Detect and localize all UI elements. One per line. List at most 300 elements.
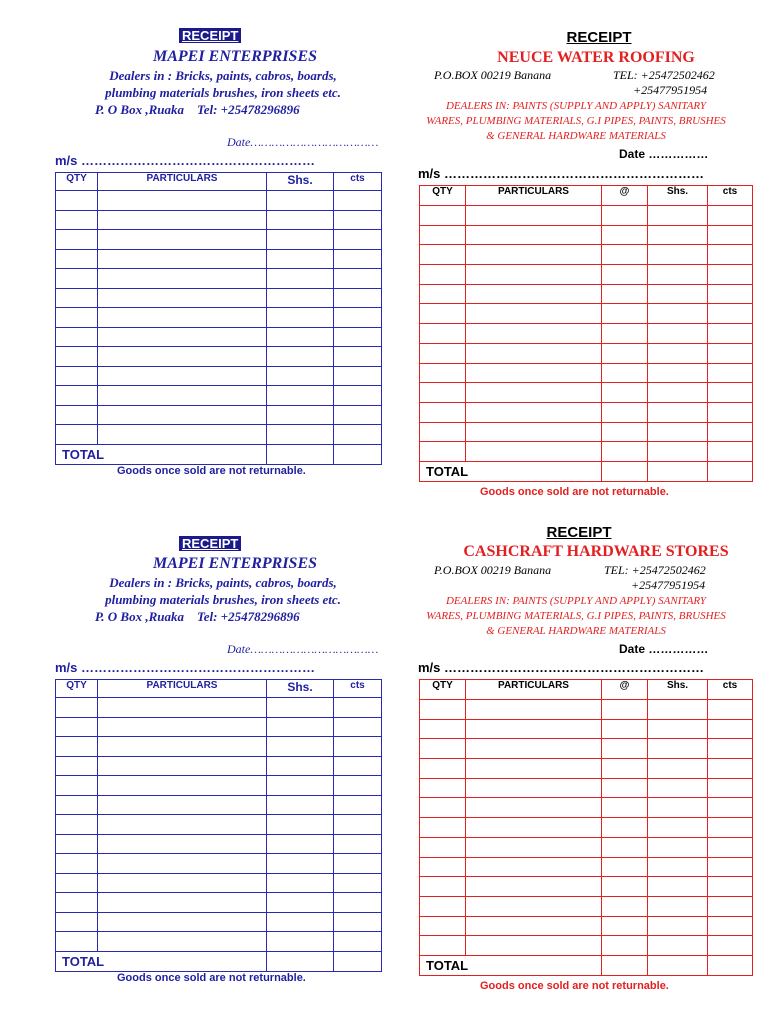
entry-cell[interactable]	[56, 834, 98, 854]
entry-cell[interactable]	[648, 700, 708, 720]
entry-cell[interactable]	[648, 936, 708, 956]
col-qty: QTY	[56, 680, 98, 698]
entry-cell[interactable]	[708, 739, 753, 759]
entry-cell[interactable]	[648, 837, 708, 857]
entry-cell[interactable]	[708, 225, 753, 245]
entry-cell[interactable]	[466, 363, 602, 383]
entry-cell[interactable]	[267, 425, 334, 445]
entry-cell[interactable]	[708, 837, 753, 857]
entry-cell[interactable]	[466, 778, 602, 798]
total-cts[interactable]	[334, 951, 382, 971]
entry-cell[interactable]	[56, 230, 98, 250]
entry-cell[interactable]	[267, 269, 334, 289]
table-row	[56, 327, 382, 347]
entry-cell[interactable]	[602, 936, 648, 956]
entry-cell[interactable]	[602, 739, 648, 759]
entry-cell[interactable]	[98, 834, 267, 854]
entry-cell[interactable]	[56, 815, 98, 835]
entry-cell[interactable]	[420, 402, 466, 422]
ms-field[interactable]: m/s ………………………………………………	[55, 660, 316, 675]
entry-cell[interactable]	[98, 815, 267, 835]
entry-cell[interactable]	[708, 442, 753, 462]
table-row	[56, 269, 382, 289]
table-row	[56, 249, 382, 269]
table-row	[420, 798, 753, 818]
entry-cell[interactable]	[648, 343, 708, 363]
entry-cell[interactable]	[466, 402, 602, 422]
entry-cell[interactable]	[98, 269, 267, 289]
entry-cell[interactable]	[56, 386, 98, 406]
ms-field[interactable]: m/s ……………………………………………………	[418, 166, 705, 181]
entry-cell[interactable]	[267, 308, 334, 328]
entry-cell[interactable]	[98, 405, 267, 425]
entry-cell[interactable]	[708, 324, 753, 344]
receipt-badge: RECEIPT	[179, 536, 241, 551]
entry-cell[interactable]	[56, 425, 98, 445]
entry-cell[interactable]	[648, 719, 708, 739]
entry-cell[interactable]	[466, 442, 602, 462]
entry-cell[interactable]	[334, 932, 382, 952]
entry-cell[interactable]	[56, 776, 98, 796]
entry-cell[interactable]	[602, 304, 648, 324]
entry-cell[interactable]	[98, 756, 267, 776]
entry-cell[interactable]	[420, 363, 466, 383]
ms-field[interactable]: m/s ………………………………………………	[55, 153, 316, 168]
entry-cell[interactable]	[267, 737, 334, 757]
entry-cell[interactable]	[466, 857, 602, 877]
entry-cell[interactable]	[466, 225, 602, 245]
entry-cell[interactable]	[648, 265, 708, 285]
entry-cell[interactable]	[420, 877, 466, 897]
entry-cell[interactable]	[420, 936, 466, 956]
col-shs: Shs.	[267, 680, 334, 698]
date-field[interactable]: Date ……………	[619, 147, 709, 161]
entry-cell[interactable]	[56, 405, 98, 425]
entry-cell[interactable]	[420, 759, 466, 779]
entry-cell[interactable]	[420, 798, 466, 818]
entry-cell[interactable]	[708, 206, 753, 226]
table-row	[420, 245, 753, 265]
entry-cell[interactable]	[334, 288, 382, 308]
entry-cell[interactable]	[466, 798, 602, 818]
entry-cell[interactable]	[708, 343, 753, 363]
table-row	[56, 854, 382, 874]
entry-cell[interactable]	[98, 776, 267, 796]
entry-cell[interactable]	[334, 269, 382, 289]
table-row	[56, 366, 382, 386]
table-row	[56, 756, 382, 776]
entry-cell[interactable]	[334, 893, 382, 913]
entry-cell[interactable]	[56, 737, 98, 757]
entry-cell[interactable]	[602, 206, 648, 226]
entry-cell[interactable]	[466, 700, 602, 720]
col-particulars: PARTICULARS	[466, 186, 602, 206]
entry-cell[interactable]	[420, 265, 466, 285]
entry-cell[interactable]	[602, 798, 648, 818]
entry-cell[interactable]	[602, 245, 648, 265]
entry-cell[interactable]	[267, 210, 334, 230]
entry-cell[interactable]	[602, 837, 648, 857]
entry-cell[interactable]	[420, 206, 466, 226]
entry-cell[interactable]	[648, 383, 708, 403]
total-cts[interactable]	[708, 955, 753, 975]
entry-cell[interactable]	[334, 776, 382, 796]
entry-cell[interactable]	[708, 936, 753, 956]
entry-cell[interactable]	[56, 210, 98, 230]
entry-cell[interactable]	[420, 837, 466, 857]
entry-cell[interactable]	[648, 442, 708, 462]
table-row	[420, 700, 753, 720]
entry-cell[interactable]	[602, 778, 648, 798]
entry-cell[interactable]	[56, 756, 98, 776]
entry-cell[interactable]	[420, 442, 466, 462]
pobox: P.O.BOX 00219 Banana	[434, 563, 552, 577]
entry-cell[interactable]	[98, 737, 267, 757]
entry-cell[interactable]	[648, 284, 708, 304]
entry-cell[interactable]	[334, 386, 382, 406]
entry-cell[interactable]	[334, 698, 382, 718]
entry-cell[interactable]	[708, 719, 753, 739]
entry-cell[interactable]	[602, 759, 648, 779]
tel-line: TEL: +25472502462	[604, 563, 706, 577]
total-at[interactable]	[602, 461, 648, 481]
entry-cell[interactable]	[708, 363, 753, 383]
entry-cell[interactable]	[56, 932, 98, 952]
entry-cell[interactable]	[334, 815, 382, 835]
entry-cell[interactable]	[267, 854, 334, 874]
entry-cell[interactable]	[648, 896, 708, 916]
entry-cell[interactable]	[648, 363, 708, 383]
entry-cell[interactable]	[420, 778, 466, 798]
entry-cell[interactable]	[334, 191, 382, 211]
entry-cell[interactable]	[98, 308, 267, 328]
total-shs[interactable]	[648, 461, 708, 481]
entry-cell[interactable]	[648, 818, 708, 838]
entry-cell[interactable]	[98, 386, 267, 406]
total-at[interactable]	[602, 955, 648, 975]
entry-cell[interactable]	[648, 759, 708, 779]
entry-cell[interactable]	[334, 210, 382, 230]
entry-cell[interactable]	[334, 854, 382, 874]
total-shs[interactable]	[267, 951, 334, 971]
entry-cell[interactable]	[602, 383, 648, 403]
entry-cell[interactable]	[334, 405, 382, 425]
entry-cell[interactable]	[648, 778, 708, 798]
table-row	[420, 778, 753, 798]
entry-cell[interactable]	[56, 308, 98, 328]
entry-cell[interactable]	[648, 877, 708, 897]
entry-cell[interactable]	[708, 896, 753, 916]
col-cts: cts	[334, 173, 382, 191]
entry-cell[interactable]	[267, 932, 334, 952]
table-row	[56, 347, 382, 367]
entry-cell[interactable]	[466, 916, 602, 936]
entry-cell[interactable]	[267, 230, 334, 250]
entry-cell[interactable]	[466, 759, 602, 779]
entry-cell[interactable]	[267, 327, 334, 347]
entry-cell[interactable]	[466, 877, 602, 897]
col-particulars: PARTICULARS	[98, 680, 267, 698]
entry-cell[interactable]	[98, 347, 267, 367]
entry-cell[interactable]	[602, 324, 648, 344]
entry-cell[interactable]	[420, 700, 466, 720]
entry-cell[interactable]	[98, 873, 267, 893]
table-row	[420, 837, 753, 857]
entry-cell[interactable]	[267, 347, 334, 367]
entry-cell[interactable]	[602, 857, 648, 877]
entry-cell[interactable]	[267, 386, 334, 406]
entry-cell[interactable]	[648, 798, 708, 818]
receipt-mapei-bottom	[0, 507, 384, 1017]
entry-cell[interactable]	[267, 698, 334, 718]
entry-cell[interactable]	[98, 912, 267, 932]
tel-line-2: +25477951954	[631, 578, 706, 592]
entry-cell[interactable]	[267, 366, 334, 386]
entry-cell[interactable]	[602, 442, 648, 462]
entry-cell[interactable]	[56, 191, 98, 211]
entry-cell[interactable]	[56, 854, 98, 874]
entry-cell[interactable]	[98, 230, 267, 250]
entry-cell[interactable]	[334, 795, 382, 815]
entry-cell[interactable]	[98, 249, 267, 269]
entry-cell[interactable]	[56, 717, 98, 737]
total-cts[interactable]	[334, 444, 382, 464]
entry-cell[interactable]	[334, 737, 382, 757]
entry-cell[interactable]	[466, 245, 602, 265]
entry-cell[interactable]	[602, 343, 648, 363]
entry-cell[interactable]	[420, 383, 466, 403]
entry-cell[interactable]	[466, 818, 602, 838]
entry-cell[interactable]	[648, 739, 708, 759]
date-field[interactable]: Date………………………………	[227, 135, 379, 149]
dealers-line-1: DEALERS IN: PAINTS (SUPPLY AND APPLY) SANITARY	[445, 100, 707, 112]
entry-cell[interactable]	[334, 249, 382, 269]
entry-cell[interactable]	[708, 245, 753, 265]
entry-cell[interactable]	[466, 304, 602, 324]
entry-cell[interactable]	[708, 877, 753, 897]
entry-cell[interactable]	[334, 717, 382, 737]
entry-cell[interactable]	[708, 284, 753, 304]
entry-cell[interactable]	[334, 756, 382, 776]
entry-cell[interactable]	[56, 269, 98, 289]
entry-cell[interactable]	[708, 916, 753, 936]
col-shs: Shs.	[648, 186, 708, 206]
entry-cell[interactable]	[98, 288, 267, 308]
entry-cell[interactable]	[334, 347, 382, 367]
entry-cell[interactable]	[708, 798, 753, 818]
entry-cell[interactable]	[602, 818, 648, 838]
entry-cell[interactable]	[267, 776, 334, 796]
entry-cell[interactable]	[267, 405, 334, 425]
col-particulars: PARTICULARS	[466, 680, 602, 700]
col-cts: cts	[708, 680, 753, 700]
entry-cell[interactable]	[602, 719, 648, 739]
entry-cell[interactable]	[466, 383, 602, 403]
entry-cell[interactable]	[420, 225, 466, 245]
items-table	[55, 172, 382, 465]
entry-cell[interactable]	[708, 700, 753, 720]
total-label: TOTAL	[420, 461, 602, 481]
date-field[interactable]: Date………………………………	[227, 642, 379, 656]
entry-cell[interactable]	[334, 327, 382, 347]
entry-cell[interactable]	[466, 896, 602, 916]
entry-cell[interactable]	[56, 366, 98, 386]
entry-cell[interactable]	[98, 425, 267, 445]
entry-cell[interactable]	[420, 719, 466, 739]
table-row	[420, 343, 753, 363]
entry-cell[interactable]	[420, 343, 466, 363]
table-row	[56, 776, 382, 796]
entry-cell[interactable]	[708, 759, 753, 779]
entry-cell[interactable]	[602, 422, 648, 442]
entry-cell[interactable]	[602, 225, 648, 245]
ms-field[interactable]: m/s ……………………………………………………	[418, 660, 705, 675]
entry-cell[interactable]	[648, 402, 708, 422]
entry-cell[interactable]	[648, 245, 708, 265]
date-field[interactable]: Date ……………	[619, 642, 709, 656]
entry-cell[interactable]	[466, 284, 602, 304]
entry-cell[interactable]	[648, 857, 708, 877]
entry-cell[interactable]	[602, 700, 648, 720]
entry-cell[interactable]	[98, 210, 267, 230]
total-shs[interactable]	[267, 444, 334, 464]
receipt-title: RECEIPT	[566, 29, 632, 46]
entry-cell[interactable]	[466, 936, 602, 956]
entry-cell[interactable]	[98, 717, 267, 737]
entry-cell[interactable]	[56, 873, 98, 893]
entry-cell[interactable]	[267, 834, 334, 854]
entry-cell[interactable]	[267, 815, 334, 835]
table-row	[420, 284, 753, 304]
entry-cell[interactable]	[98, 932, 267, 952]
entry-cell[interactable]	[56, 347, 98, 367]
entry-cell[interactable]	[420, 739, 466, 759]
entry-cell[interactable]	[267, 288, 334, 308]
table-row	[56, 737, 382, 757]
entry-cell[interactable]	[602, 363, 648, 383]
entry-cell[interactable]	[708, 857, 753, 877]
entry-cell[interactable]	[648, 225, 708, 245]
entry-cell[interactable]	[98, 698, 267, 718]
total-shs[interactable]	[648, 955, 708, 975]
entry-cell[interactable]	[267, 249, 334, 269]
entry-cell[interactable]	[267, 756, 334, 776]
entry-cell[interactable]	[98, 191, 267, 211]
dealers-line-3: & GENERAL HARDWARE MATERIALS	[486, 625, 666, 637]
entry-cell[interactable]	[466, 837, 602, 857]
entry-cell[interactable]	[648, 206, 708, 226]
entry-cell[interactable]	[267, 795, 334, 815]
footer-note: Goods once sold are not returnable.	[117, 972, 306, 984]
entry-cell[interactable]	[420, 896, 466, 916]
entry-cell[interactable]	[334, 834, 382, 854]
entry-cell[interactable]	[56, 893, 98, 913]
entry-cell[interactable]	[602, 402, 648, 422]
entry-cell[interactable]	[334, 873, 382, 893]
entry-cell[interactable]	[466, 739, 602, 759]
entry-cell[interactable]	[98, 854, 267, 874]
entry-cell[interactable]	[98, 327, 267, 347]
entry-cell[interactable]	[56, 327, 98, 347]
entry-cell[interactable]	[56, 249, 98, 269]
entry-cell[interactable]	[466, 265, 602, 285]
entry-cell[interactable]	[708, 818, 753, 838]
entry-cell[interactable]	[602, 265, 648, 285]
company-name: CASHCRAFT HARDWARE STORES	[463, 543, 729, 560]
entry-cell[interactable]	[708, 402, 753, 422]
col-qty: QTY	[56, 173, 98, 191]
entry-cell[interactable]	[420, 304, 466, 324]
entry-cell[interactable]	[466, 324, 602, 344]
entry-cell[interactable]	[648, 916, 708, 936]
entry-cell[interactable]	[98, 366, 267, 386]
entry-cell[interactable]	[334, 308, 382, 328]
entry-cell[interactable]	[648, 324, 708, 344]
entry-cell[interactable]	[466, 206, 602, 226]
entry-cell[interactable]	[420, 818, 466, 838]
dealers-line-2: WARES, PLUMBING MATERIALS, G.I PIPES, PAINTS, BRUSHES	[426, 610, 726, 622]
entry-cell[interactable]	[466, 719, 602, 739]
entry-cell[interactable]	[420, 324, 466, 344]
entry-cell[interactable]	[420, 284, 466, 304]
entry-cell[interactable]	[420, 916, 466, 936]
total-label: TOTAL	[56, 444, 267, 464]
table-row	[420, 442, 753, 462]
entry-cell[interactable]	[648, 422, 708, 442]
entry-cell[interactable]	[420, 422, 466, 442]
entry-cell[interactable]	[56, 698, 98, 718]
entry-cell[interactable]	[602, 896, 648, 916]
entry-cell[interactable]	[708, 304, 753, 324]
entry-cell[interactable]	[267, 893, 334, 913]
table-row	[420, 383, 753, 403]
entry-cell[interactable]	[267, 912, 334, 932]
table-row	[56, 815, 382, 835]
entry-cell[interactable]	[602, 916, 648, 936]
entry-cell[interactable]	[602, 877, 648, 897]
entry-cell[interactable]	[708, 265, 753, 285]
entry-cell[interactable]	[267, 873, 334, 893]
entry-cell[interactable]	[420, 857, 466, 877]
company-name: MAPEI ENTERPRISES	[152, 555, 318, 572]
entry-cell[interactable]	[334, 912, 382, 932]
table-row	[56, 210, 382, 230]
entry-cell[interactable]	[334, 425, 382, 445]
entry-cell[interactable]	[56, 912, 98, 932]
entry-cell[interactable]	[708, 383, 753, 403]
entry-cell[interactable]	[56, 795, 98, 815]
entry-cell[interactable]	[708, 422, 753, 442]
entry-cell[interactable]	[334, 366, 382, 386]
total-cts[interactable]	[708, 461, 753, 481]
tel-line-2: +25477951954	[633, 83, 708, 97]
entry-cell[interactable]	[98, 795, 267, 815]
entry-cell[interactable]	[708, 778, 753, 798]
entry-cell[interactable]	[420, 245, 466, 265]
entry-cell[interactable]	[466, 343, 602, 363]
entry-cell[interactable]	[267, 717, 334, 737]
entry-cell[interactable]	[56, 288, 98, 308]
entry-cell[interactable]	[648, 304, 708, 324]
entry-cell[interactable]	[267, 191, 334, 211]
entry-cell[interactable]	[334, 230, 382, 250]
dealers-line-1: Dealers in : Bricks, paints, cabros, boards,	[109, 575, 337, 590]
items-table	[55, 679, 382, 972]
entry-cell[interactable]	[602, 284, 648, 304]
entry-cell[interactable]	[466, 422, 602, 442]
entry-cell[interactable]	[98, 893, 267, 913]
pobox: P.O.BOX 00219 Banana	[434, 68, 552, 82]
